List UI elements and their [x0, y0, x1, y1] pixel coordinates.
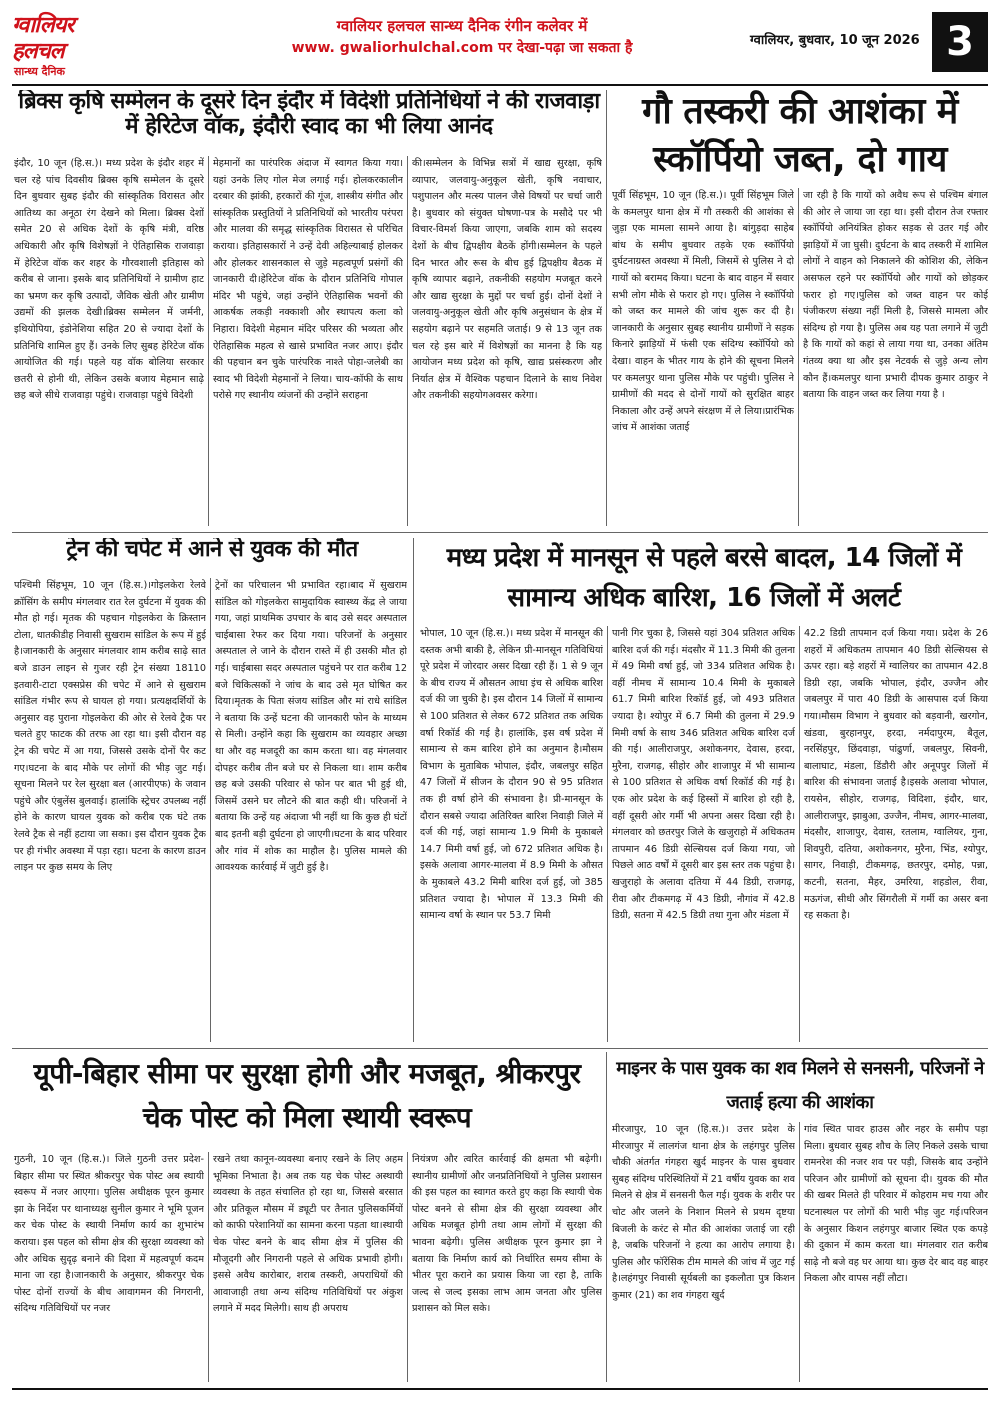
article-train-col-1: पश्चिमी सिंहभूम, 10 जून (हि.स.)।गोइलकेरा रेलवे क्रॉसिंग के समीप मंगलवार रात रेल दुर्घटना में युवक की मौत हो गई। मृतक की पहचान गोइलकेरा के क्रिस्तान टोला, धातकीडीह निवासी सुखराम सांडिल के रूप में हुई है।जानकारी के अनुसार मंगलवार शाम करीब साढ़े सात बजे डाउन लाइन से गुजर रही ट्रेन संख्या 18110 इतवारी-टाटा एक्सप्रेस की चपेट में आने से सुखराम सांडिल गंभीर रूप से घायल हो गया। प्रत्यक्षदर्शियों के अनुसार वह पुराना गोइलकेरा की ओर से रेलवे ट्रैक पर चलते हुए फाटक की तरफ आ रहा था। इसी दौरान वह ट्रेन की चपेट में आ गया, जिससे उसके दोनों पैर कट गए।घटना के बाद मौके पर लोगों की भीड़ जुट गई। सूचना मिलने पर रेल सुरक्षा बल (आरपीएफ) के जवान पहुंचे और एंबुलेंस बुलवाई। हालांकि स्ट्रेचर उपलब्ध नहीं होने के कारण घायल युवक को करीब एक घंटे तक रेलवे ट्रैक से नहीं हटाया जा सका। इस दौरान युवक ट्रैक पर ही गंभीर अवस्था में पड़ा रहा। घटना के कारण डाउन लाइन पर कुछ समय के लिए: [14, 580, 206, 874]
logo-line-3: सान्ध्य दैनिक: [14, 65, 65, 78]
masthead: [12, 12, 988, 80]
headline-cow-smuggling: गौ तस्करी की आशंका में स्कॉर्पियो जब्त, दो गाय: [642, 91, 958, 180]
article-cow-col-2: जा रही है कि गायों को अवैध रूप से पश्चिम बंगाल की ओर ले जाया जा रहा था। इसी दौरान तेज रफ्तार स्कॉर्पियो अनियंत्रित होकर सड़क से उतर गई और झाड़ियों में जा घुसी। दुर्घटना के बाद तस्करी में शामिल लोगों ने वाहन को निकालने की कोशिश की, लेकिन असफल रहने पर स्कॉर्पियो और गायों को छोड़कर फरार हो गए।पुलिस को जब्त वाहन पर कोई पंजीकरण संख्या नहीं मिली है, जिससे मामला और संदिग्ध हो गया है। पुलिस अब यह पता लगाने में जुटी है कि गायों को कहां से लाया गया था, उनका अंतिम गंतव्य क्या था और इस नेटवर्क से जुड़े अन्य लोग कौन हैं।कमलपुर थाना प्रभारी दीपक कुमार ठाकुर ने बताया कि वाहन जब्त कर लिया गया है ।: [803, 190, 988, 401]
masthead-tagline: ग्वालियर हलचल सान्ध्य दैनिक रंगीन कलेवर में: [336, 17, 588, 35]
headline-body-found: माइनर के पास युवक का शव मिलने से सनसनी, परिजनों ने जताई हत्या की आशंका: [616, 1058, 984, 1113]
newspaper-logo: [12, 12, 162, 82]
article-border-col-1: गुठनी, 10 जून (हि.स.)। जिले गुठनी उत्तर प्रदेश-बिहार सीमा पर स्थित श्रीकरपुर चेक पोस्ट अब स्थायी स्वरूप में नजर आएगा। पुलिस अधीक्षक पूरन कुमार झा के निर्देश पर थानाध्यक्ष सुनील कुमार ने भूमि पूजन कर चेक पोस्ट के स्थायी निर्माण कार्य का शुभारंभ कराया। इस पहल को सीमा क्षेत्र की सुरक्षा व्यवस्था को और अधिक सुदृढ़ बनाने की दिशा में महत्वपूर्ण कदम माना जा रहा है।जानकारी के अनुसार, श्रीकरपुर चेक पोस्ट दोनों राज्यों के बीच आवागमन की निगरानी, संदिग्ध गतिविधियों पर नजर: [14, 1154, 204, 1315]
article-monsoon-col-2: पानी गिर चुका है, जिससे यहां 304 प्रतिशत अधिक बारिश दर्ज की गई। मंदसौर में 11.3 मिमी की तुलना में 49 मिमी वर्षा हुई, जो 334 प्रतिशत अधिक है। वहीं नीमच में सामान्य 10.4 मिमी के मुकाबले 61.7 मिमी बारिश रिकॉर्ड हुई, जो 493 प्रतिशत ज्यादा है। श्योपुर में 6.7 मिमी की तुलना में 29.9 मिमी वर्षा के साथ 346 प्रतिशत अधिक बारिश दर्ज की गई। आलीराजपुर, अशोकनगर, देवास, हरदा, मुरैना, राजगढ़, सीहोर और शाजापुर में भी सामान्य से 100 प्रतिशत से अधिक वर्षा रिकॉर्ड की गई है।एक ओर प्रदेश के कई हिस्सों में बारिश हो रही है, वहीं दूसरी ओर गर्मी भी अपना असर दिखा रही है। मंगलवार को छतरपुर जिले के खजुराहो में अधिकतम तापमान 46 डिग्री सेल्सियस दर्ज किया गया, जो पिछले आठ वर्षों में दूसरी बार इस स्तर तक पहुंचा है। खजुराहो के अलावा दतिया में 44 डिग्री, राजगढ़, रीवा और टीकमगढ़ में 43 डिग्री, नौगांव में 42.8 डिग्री, सतना में 42.5 डिग्री तथा गुना और मंडला में: [612, 628, 795, 922]
page-bottom-rule: [12, 1388, 988, 1390]
headline-brics: ब्रिक्स कृषि सम्मेलन के दूसरे दिन इंदौर में विदेशी प्रतिनिधियों ने की राजवाड़ा में हेरिटेज वॉक, इंदौरी स्वाद का भी लिया आनंद: [18, 90, 600, 139]
column-divider: [208, 1152, 209, 1382]
page-number-badge: 3: [932, 12, 988, 72]
column-divider: [607, 626, 608, 1042]
article-train-col-2: ट्रेनों का परिचालन भी प्रभावित रहा।बाद में सुखराम सांडिल को गोइलकेरा सामुदायिक स्वास्थ्य केंद्र ले जाया गया, जहां प्राथमिक उपचार के बाद उसे सदर अस्पताल चाईबासा रेफर कर दिया गया। परिजनों के अनुसार अस्पताल ले जाने के दौरान रास्ते में ही उसकी मौत हो गई। चाईबासा सदर अस्पताल पहुंचने पर रात करीब 12 बजे चिकित्सकों ने जांच के बाद उसे मृत घोषित कर दिया।मृतक के पिता संजय सांडिल और मां राधे सांडिल ने बताया कि उन्हें घटना की जानकारी फोन के माध्यम से मिली। उन्होंने कहा कि सुखराम का व्यवहार अच्छा था और वह मजदूरी का काम करता था। वह मंगलवार दोपहर करीब तीन बजे घर से निकला था। शाम करीब छह बजे उसकी परिवार से फोन पर बात भी हुई थी, जिसमें उसने घर लौटने की बात कही थी। परिजनों ने बताया कि उन्हें यह अंदाजा भी नहीं था कि कुछ ही घंटों बाद इतनी बड़ी दुर्घटना हो जाएगी।घटना के बाद परिवार और गांव में शोक का माहौल है। पुलिस मामले की आवश्यक कार्रवाई में जुटी हुई है।: [215, 580, 407, 874]
column-divider: [208, 156, 209, 526]
headline-border-checkpost: यूपी-बिहार सीमा पर सुरक्षा होगी और मजबूत, श्रीकरपुर चेक पोस्ट को मिला स्थायी स्वरूप: [33, 1057, 581, 1134]
column-divider: [407, 1152, 408, 1382]
column-divider: [799, 1122, 800, 1382]
article-monsoon-col-1: भोपाल, 10 जून (हि.स.)। मध्य प्रदेश में मानसून की दस्तक अभी बाकी है, लेकिन प्री-मानसून गतिविधियां पूरे प्रदेश में जोरदार असर दिखा रही हैं। 1 से 9 जून के बीच राज्य में औसतन आधा इंच से अधिक बारिश दर्ज की जा चुकी है। इस दौरान 14 जिलों में सामान्य से 100 प्रतिशत से लेकर 672 प्रतिशत तक अधिक वर्षा रिकॉर्ड की गई है। हालांकि, इस वर्ष प्रदेश में सामान्य से कम बारिश होने का अनुमान है।मौसम विभाग के मुताबिक भोपाल, इंदौर, जबलपुर सहित 47 जिलों में सीजन के दौरान 90 से 95 प्रतिशत तक ही वर्षा होने की संभावना है। प्री-मानसून के दौरान सबसे ज्यादा अतिरिक्त बारिश निवाड़ी जिले में दर्ज की गई, जहां सामान्य 1.9 मिमी के मुकाबले 14.7 मिमी वर्षा हुई, जो 672 प्रतिशत अधिक है।इसके अलावा आगर-मालवा में 8.9 मिमी के औसत के मुकाबले 43.2 मिमी बारिश दर्ज हुई, जो 385 प्रतिशत ज्यादा है। भोपाल में 13.3 मिमी की सामान्य वर्षा के स्थान पर 53.7 मिमी: [420, 628, 603, 922]
headline-train-accident: ट्रेन की चपेट में आने से युवक की मौत: [66, 538, 358, 562]
article-brics-col-2: मेहमानों का पारंपरिक अंदाज में स्वागत किया गया। यहां उनके लिए गोल मेज लगाई गई। होलकरकालीन दरबार की झांकी, हरकारों की गूंज, शास्त्रीय संगीत और सांस्कृतिक प्रस्तुतियों ने प्रतिनिधियों को भारतीय परंपरा और मालवा की समृद्ध सांस्कृतिक विरासत से परिचित कराया। इतिहासकारों ने उन्हें देवी अहिल्याबाई होलकर और होलकर शासनकाल से जुड़े महत्वपूर्ण प्रसंगों की जानकारी दी।हेरिटेज वॉक के दौरान प्रतिनिधि गोपाल मंदिर भी पहुंचे, जहां उन्होंने ऐतिहासिक भवनों की आकर्षक लकड़ी नक्काशी और स्थापत्य कला को निहारा। विदेशी मेहमान मंदिर परिसर की भव्यता और ऐतिहासिक महत्व से खासे प्रभावित नजर आए। इंदौर की पहचान बन चुके पारंपरिक नाश्ते पोहा-जलेबी का स्वाद भी विदेशी मेहमानों ने लिया। चाय-कॉफी के साथ परोसे गए स्थानीय व्यंजनों की उन्होंने सराहना: [213, 158, 403, 402]
column-divider: [798, 188, 799, 526]
headline-monsoon: मध्य प्रदेश में मानसून से पहले बरसे बादल, 14 जिलों में सामान्य अधिक बारिश, 16 जिलों में अलर्ट: [446, 543, 962, 613]
section-divider: [12, 1048, 988, 1049]
column-divider: [413, 538, 414, 1042]
article-body-col-1: मीरजापुर, 10 जून (हि.स.)। उत्तर प्रदेश के मीरजापुर में लालगंज थाना क्षेत्र के लहंगपुर पुलिस चौकी अंतर्गत गंगहरा खुर्द माइनर के पास बुधवार सुबह संदिग्ध परिस्थितियों में 21 वर्षीय युवक का शव मिलने से क्षेत्र में सनसनी फैल गई। युवक के शरीर पर चोट और जलने के निशान मिलने से प्रथम दृष्टया बिजली के करंट से मौत की आशंका जताई जा रही है, जबकि परिजनों ने हत्या का आरोप लगाया है। पुलिस और फॉरेंसिक टीम मामले की जांच में जुट गई है।लहंगपुर निवासी सूर्यबली का इकलौता पुत्र किशन कुमार (21) का शव गंगहरा खुर्द: [612, 1124, 795, 1301]
column-divider: [407, 156, 408, 526]
logo-line-2: हलचल: [12, 38, 64, 64]
column-divider: [606, 90, 607, 526]
masthead-divider: [12, 84, 988, 86]
column-divider: [606, 1052, 607, 1382]
dateline: ग्वालियर, बुधवार, 10 जून 2026: [750, 33, 920, 48]
masthead-website-line: www. gwaliorhulchal.com पर देखा-पढ़ा जा सकता है: [291, 40, 633, 56]
section-divider: [12, 532, 988, 533]
article-cow-col-1: पूर्वी सिंहभूम, 10 जून (हि.स.)। पूर्वी सिंहभूम जिले के कमलपुर थाना क्षेत्र में गौ तस्करी की आशंका से जुड़ा एक मामला सामने आया है। बांगुड़दा साहेब बांध के समीप बुधवार तड़के एक स्कॉर्पियो दुर्घटनाग्रस्त अवस्था में मिली, जिसमें से पुलिस ने दो गायों को बरामद किया। घटना के बाद वाहन में सवार सभी लोग मौके से फरार हो गए। पुलिस ने स्कॉर्पियो को जब्त कर मामले की जांच शुरू कर दी है।जानकारी के अनुसार सुबह स्थानीय ग्रामीणों ने सड़क किनारे झाड़ियों में फंसी एक संदिग्ध स्कॉर्पियो को देखा। वाहन के भीतर गाय के होने की सूचना मिलने पर कमलपुर थाना पुलिस मौके पर पहुंची। पुलिस ने ग्रामीणों की मदद से दोनों गायों को सुरक्षित बाहर निकाला और उन्हें अपने संरक्षण में ले लिया।प्रारंभिक जांच में आशंका जताई: [612, 190, 794, 434]
article-brics-col-1: इंदौर, 10 जून (हि.स.)। मध्य प्रदेश के इंदौर शहर में चल रहे पांच दिवसीय ब्रिक्स कृषि सम्मेलन के दूसरे दिन बुधवार सुबह इंदौर की सांस्कृतिक विरासत और आतिथ्य का अनूठा रंग देखने को मिला। ब्रिक्स देशों समेत 20 से अधिक देशों के कृषि मंत्री, वरिष्ठ अधिकारी और कृषि विशेषज्ञों ने ऐतिहासिक राजवाड़ा में हेरिटेज वॉक कर शहर के गौरवशाली इतिहास को करीब से जाना। इसके बाद प्रतिनिधियों ने ग्रामीण हाट का भ्रमण कर कृषि उत्पादों, जैविक खेती और ग्रामीण उद्यमों की झलक देखी।ब्रिक्स सम्मेलन में जर्मनी, इथियोपिया, इंडोनेशिया सहित 20 से ज्यादा देशों के प्रतिनिधि शामिल हुए हैं। उनके लिए सुबह हेरिटेज वॉक आयोजित की गई। पहले यह वॉक बोलिया सरकार छतरी से होनी थी, लेकिन उसके बजाय मेहमान साढ़े छह बजे सीधे राजवाड़ा पहुंचे। राजवाड़ा पहुंचे विदेशी: [14, 158, 204, 402]
article-body-col-2: गांव स्थित पावर हाउस और नहर के समीप पड़ा मिला। बुधवार सुबह शौच के लिए निकले उसके चाचा रामनरेश की नजर शव पर पड़ी, जिसके बाद उन्होंने परिजन और ग्रामीणों को सूचना दी। युवक की मौत की खबर मिलते ही परिवार में कोहराम मच गया और घटनास्थल पर लोगों की भारी भीड़ जुट गई।परिजन के अनुसार किशन लहंगपुर बाजार स्थित एक कपड़े की दुकान में काम करता था। मंगलवार रात करीब साढ़े नौ बजे वह घर आया था। कुछ देर बाद वह बाहर निकला और वापस नहीं लौटा।: [804, 1124, 988, 1285]
article-border-col-2: रखने तथा कानून-व्यवस्था बनाए रखने के लिए अहम भूमिका निभाता है। अब तक यह चेक पोस्ट अस्थायी व्यवस्था के तहत संचालित हो रहा था, जिससे बरसात और प्रतिकूल मौसम में ड्यूटी पर तैनात पुलिसकर्मियों को काफी परेशानियों का सामना करना पड़ता था।स्थायी चेक पोस्ट बनने के बाद सीमा क्षेत्र में पुलिस की मौजूदगी और निगरानी पहले से अधिक प्रभावी होगी। इससे अवैध कारोबार, शराब तस्करी, अपराधियों की आवाजाही तथा अन्य संदिग्ध गतिविधियों पर अंकुश लगाने में मदद मिलेगी। साथ ही अपराध: [213, 1154, 403, 1315]
article-monsoon-col-3: 42.2 डिग्री तापमान दर्ज किया गया। प्रदेश के 26 शहरों में अधिकतम तापमान 40 डिग्री सेल्सियस से ऊपर रहा। बड़े शहरों में ग्वालियर का तापमान 42.8 डिग्री रहा, जबकि भोपाल, इंदौर, उज्जैन और जबलपुर में पारा 40 डिग्री के आसपास दर्ज किया गया।मौसम विभाग ने बुधवार को बड़वानी, खरगोन, खंडवा, बुरहानपुर, हरदा, नर्मदापुरम, बैतूल, नरसिंहपुर, छिंदवाड़ा, पांढुर्णा, जबलपुर, सिवनी, बालाघाट, मंडला, डिंडौरी और अनूपपुर जिलों में बारिश की संभावना जताई है।इसके अलावा भोपाल, रायसेन, सीहोर, राजगढ़, विदिशा, इंदौर, धार, आलीराजपुर, झाबुआ, उज्जैन, नीमच, आगर-मालवा, मंदसौर, शाजापुर, देवास, रतलाम, ग्वालियर, गुना, शिवपुरी, दतिया, अशोकनगर, मुरैना, भिंड, श्योपुर, सागर, निवाड़ी, टीकमगढ़, छतरपुर, दमोह, पन्ना, कटनी, सतना, मैहर, उमरिया, शहडोल, रीवा, मऊगंज, सीधी और सिंगरौली में गर्मी का असर बना रह सकता है।: [804, 628, 988, 922]
article-brics-col-3: की।सम्मेलन के विभिन्न सत्रों में खाद्य सुरक्षा, कृषि व्यापार, जलवायु-अनुकूल खेती, कृषि नवाचार, पशुपालन और मत्स्य पालन जैसे विषयों पर चर्चा जारी है। बुधवार को संयुक्त घोषणा-पत्र के मसौदे पर भी विचार-विमर्श किया जाएगा, जबकि शाम को सदस्य देशों के बीच द्विपक्षीय बैठकें होंगी।सम्मेलन के पहले दिन भारत और रूस के बीच हुई द्विपक्षीय बैठक में कृषि व्यापार बढ़ाने, तकनीकी सहयोग मजबूत करने और खाद्य सुरक्षा के मुद्दों पर चर्चा हुई। दोनों देशों ने जलवायु-अनुकूल खेती और कृषि अनुसंधान के क्षेत्र में सहयोग बढ़ाने पर सहमति जताई। 9 से 13 जून तक चल रहे इस बारे में विशेषज्ञों का मानना है कि यह आयोजन मध्य प्रदेश को कृषि, खाद्य प्रसंस्करण और निर्यात क्षेत्र में वैश्विक पहचान दिलाने के साथ निवेश और तकनीकी सहयोगअवसर करेगा।: [412, 158, 602, 402]
column-divider: [210, 578, 211, 1042]
column-divider: [799, 626, 800, 1042]
logo-line-1: ग्वालियर: [12, 12, 74, 38]
article-border-col-3: नियंत्रण और त्वरित कार्रवाई की क्षमता भी बढ़ेगी।स्थानीय ग्रामीणों और जनप्रतिनिधियों ने पुलिस प्रशासन की इस पहल का स्वागत करते हुए कहा कि स्थायी चेक पोस्ट बनने से सीमा क्षेत्र की सुरक्षा व्यवस्था और अधिक मजबूत होगी तथा आम लोगों में सुरक्षा की भावना बढ़ेगी। पुलिस अधीक्षक पूरन कुमार झा ने बताया कि निर्माण कार्य को निर्धारित समय सीमा के भीतर पूरा कराने का प्रयास किया जा रहा है, ताकि जल्द से जल्द इसका लाभ आम जनता और पुलिस प्रशासन को मिल सके।: [412, 1154, 602, 1315]
